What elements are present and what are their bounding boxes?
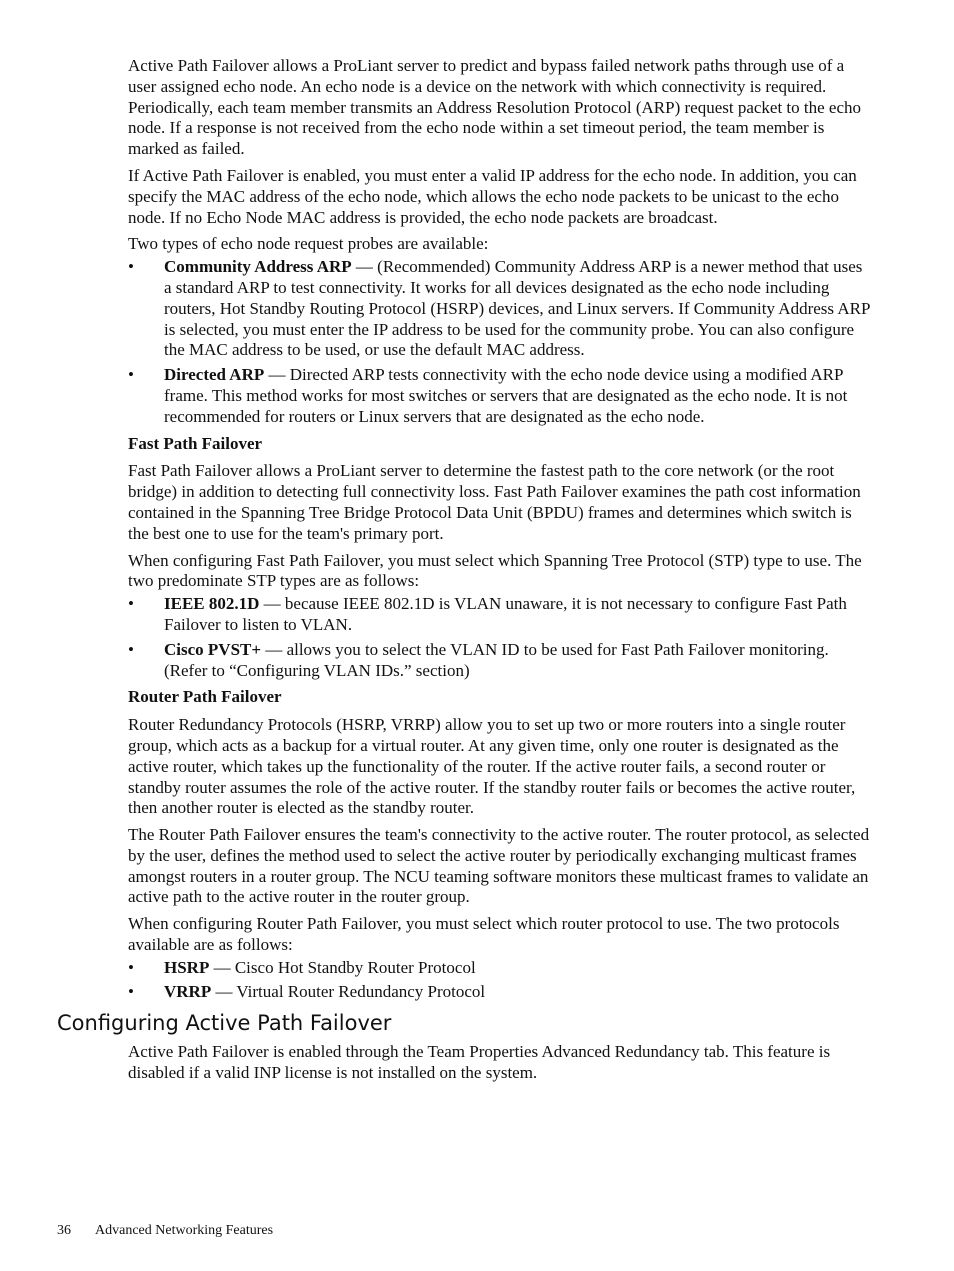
bullet-icon: • xyxy=(128,981,134,1001)
router-path-paragraph-1: Router Redundancy Protocols (HSRP, VRRP) allow you to set up two or more routers into a single router group, which acts as a backup for a virtual router. At any given time, only one router is designated as the active router, which takes up the functionality of the router. If the active router fails, a second router or standby router assumes the role of the active router. If the standby router fails or becomes the active router, then another router is elected as the standby router. xyxy=(128,715,856,818)
router-path-heading: Router Path Failover xyxy=(128,687,282,707)
list-term: Directed ARP xyxy=(164,365,265,385)
list-text: — (Recommended) Community Address ARP is a newer method that uses a standard ARP to test connectivity. It works for all devices designated as the echo node including routers, Hot Standby Routing Protocol (HSRP) devices, and Linux servers. If Community Address ARP is selected, you must enter the IP address to be used for the community probe. You can also configure the MAC address to be used, or use the default MAC address. xyxy=(164,257,870,360)
list-term: IEEE 802.1D xyxy=(164,594,260,614)
intro-paragraph-2: If Active Path Failover is enabled, you must enter a valid IP address for the echo node. In addition, you can specify the MAC address of the echo node, which allows the echo node packets to be unicast to the echo node. If no Echo Node MAC address is provided, the echo node packets are broadcast. xyxy=(128,165,857,227)
list-item xyxy=(128,958,870,979)
page-content xyxy=(57,56,870,1090)
section-title: Configuring Active Path Failover xyxy=(57,1011,392,1036)
page-number: 36 xyxy=(57,1223,71,1238)
list-term: Cisco PVST+ xyxy=(164,639,262,659)
list-item xyxy=(128,594,870,636)
list-term: VRRP xyxy=(164,981,212,1001)
list-text: — allows you to select the VLAN ID to be used for Fast Path Failover monitoring. (Refer to “Configuring VLAN IDs.” section) xyxy=(164,639,829,680)
fast-path-heading: Fast Path Failover xyxy=(128,433,263,453)
bullet-icon: • xyxy=(128,594,134,614)
list-item xyxy=(128,257,870,361)
router-path-paragraph-2: The Router Path Failover ensures the team's connectivity to the active router. The router protocol, as selected by the user, defines the method used to select the active router by periodically exchanging multicast frames amongst routers in a router group. The NCU teaming software monitors these multicast frames to validate an active path to the active router in the router group. xyxy=(128,825,870,907)
list-text: — because IEEE 802.1D is VLAN unaware, it is not necessary to configure Fast Path Failover to listen to VLAN. xyxy=(164,594,847,634)
list-item xyxy=(128,365,870,427)
section-paragraph-1: Active Path Failover is enabled through the Team Properties Advanced Redundancy tab. This feature is disabled if a valid INP license is not installed on the system. xyxy=(128,1042,831,1083)
fast-path-paragraph-2: When configuring Fast Path Failover, you must select which Spanning Tree Protocol (STP) type to use. The two predominate STP types are as follows: xyxy=(128,550,862,591)
bullet-icon: • xyxy=(128,365,134,385)
list-item xyxy=(128,982,870,1003)
list-text: — Cisco Hot Standby Router Protocol xyxy=(209,957,476,977)
router-path-paragraph-3: When configuring Router Path Failover, you must select which router protocol to use. The two protocols available are as follows: xyxy=(128,914,840,955)
bullet-icon: • xyxy=(128,957,134,977)
intro-paragraph-3: Two types of echo node request probes are available: xyxy=(128,234,489,254)
bullet-icon: • xyxy=(128,257,134,277)
list-term: Community Address ARP xyxy=(164,257,352,277)
list-text: — Directed ARP tests connectivity with the echo node device using a modified ARP frame. This method works for most switches or servers that are designated as the echo node. It is not recommended for routers or Linux servers that are designated as the echo node. xyxy=(164,365,848,426)
list-text: — Virtual Router Redundancy Protocol xyxy=(211,981,486,1001)
list-term: HSRP xyxy=(164,957,210,977)
probe-type-list xyxy=(128,257,870,427)
chapter-title: Advanced Networking Features xyxy=(95,1223,274,1238)
bullet-icon: • xyxy=(128,639,134,659)
fast-path-paragraph-1: Fast Path Failover allows a ProLiant server to determine the fastest path to the core network (or the root bridge) in addition to detecting full connectivity loss. Fast Path Failover examines the path cost information contained in the Spanning Tree Bridge Protocol Data Unit (BPDU) frames and determines which switch is the best one to use for the team's primary port. xyxy=(128,461,861,543)
intro-paragraph-1: Active Path Failover allows a ProLiant server to predict and bypass failed network paths through use of a user assigned echo node. An echo node is a device on the network with which connectivity is required. Periodically, each team member transmits an Address Resolution Protocol (ARP) request packet to the echo node. If a response is not received from the echo node within a set timeout period, the team member is marked as failed. xyxy=(128,56,862,159)
stp-type-list xyxy=(128,594,870,681)
page-footer xyxy=(57,1222,273,1240)
router-protocol-list xyxy=(128,958,870,1003)
list-item xyxy=(128,640,870,682)
